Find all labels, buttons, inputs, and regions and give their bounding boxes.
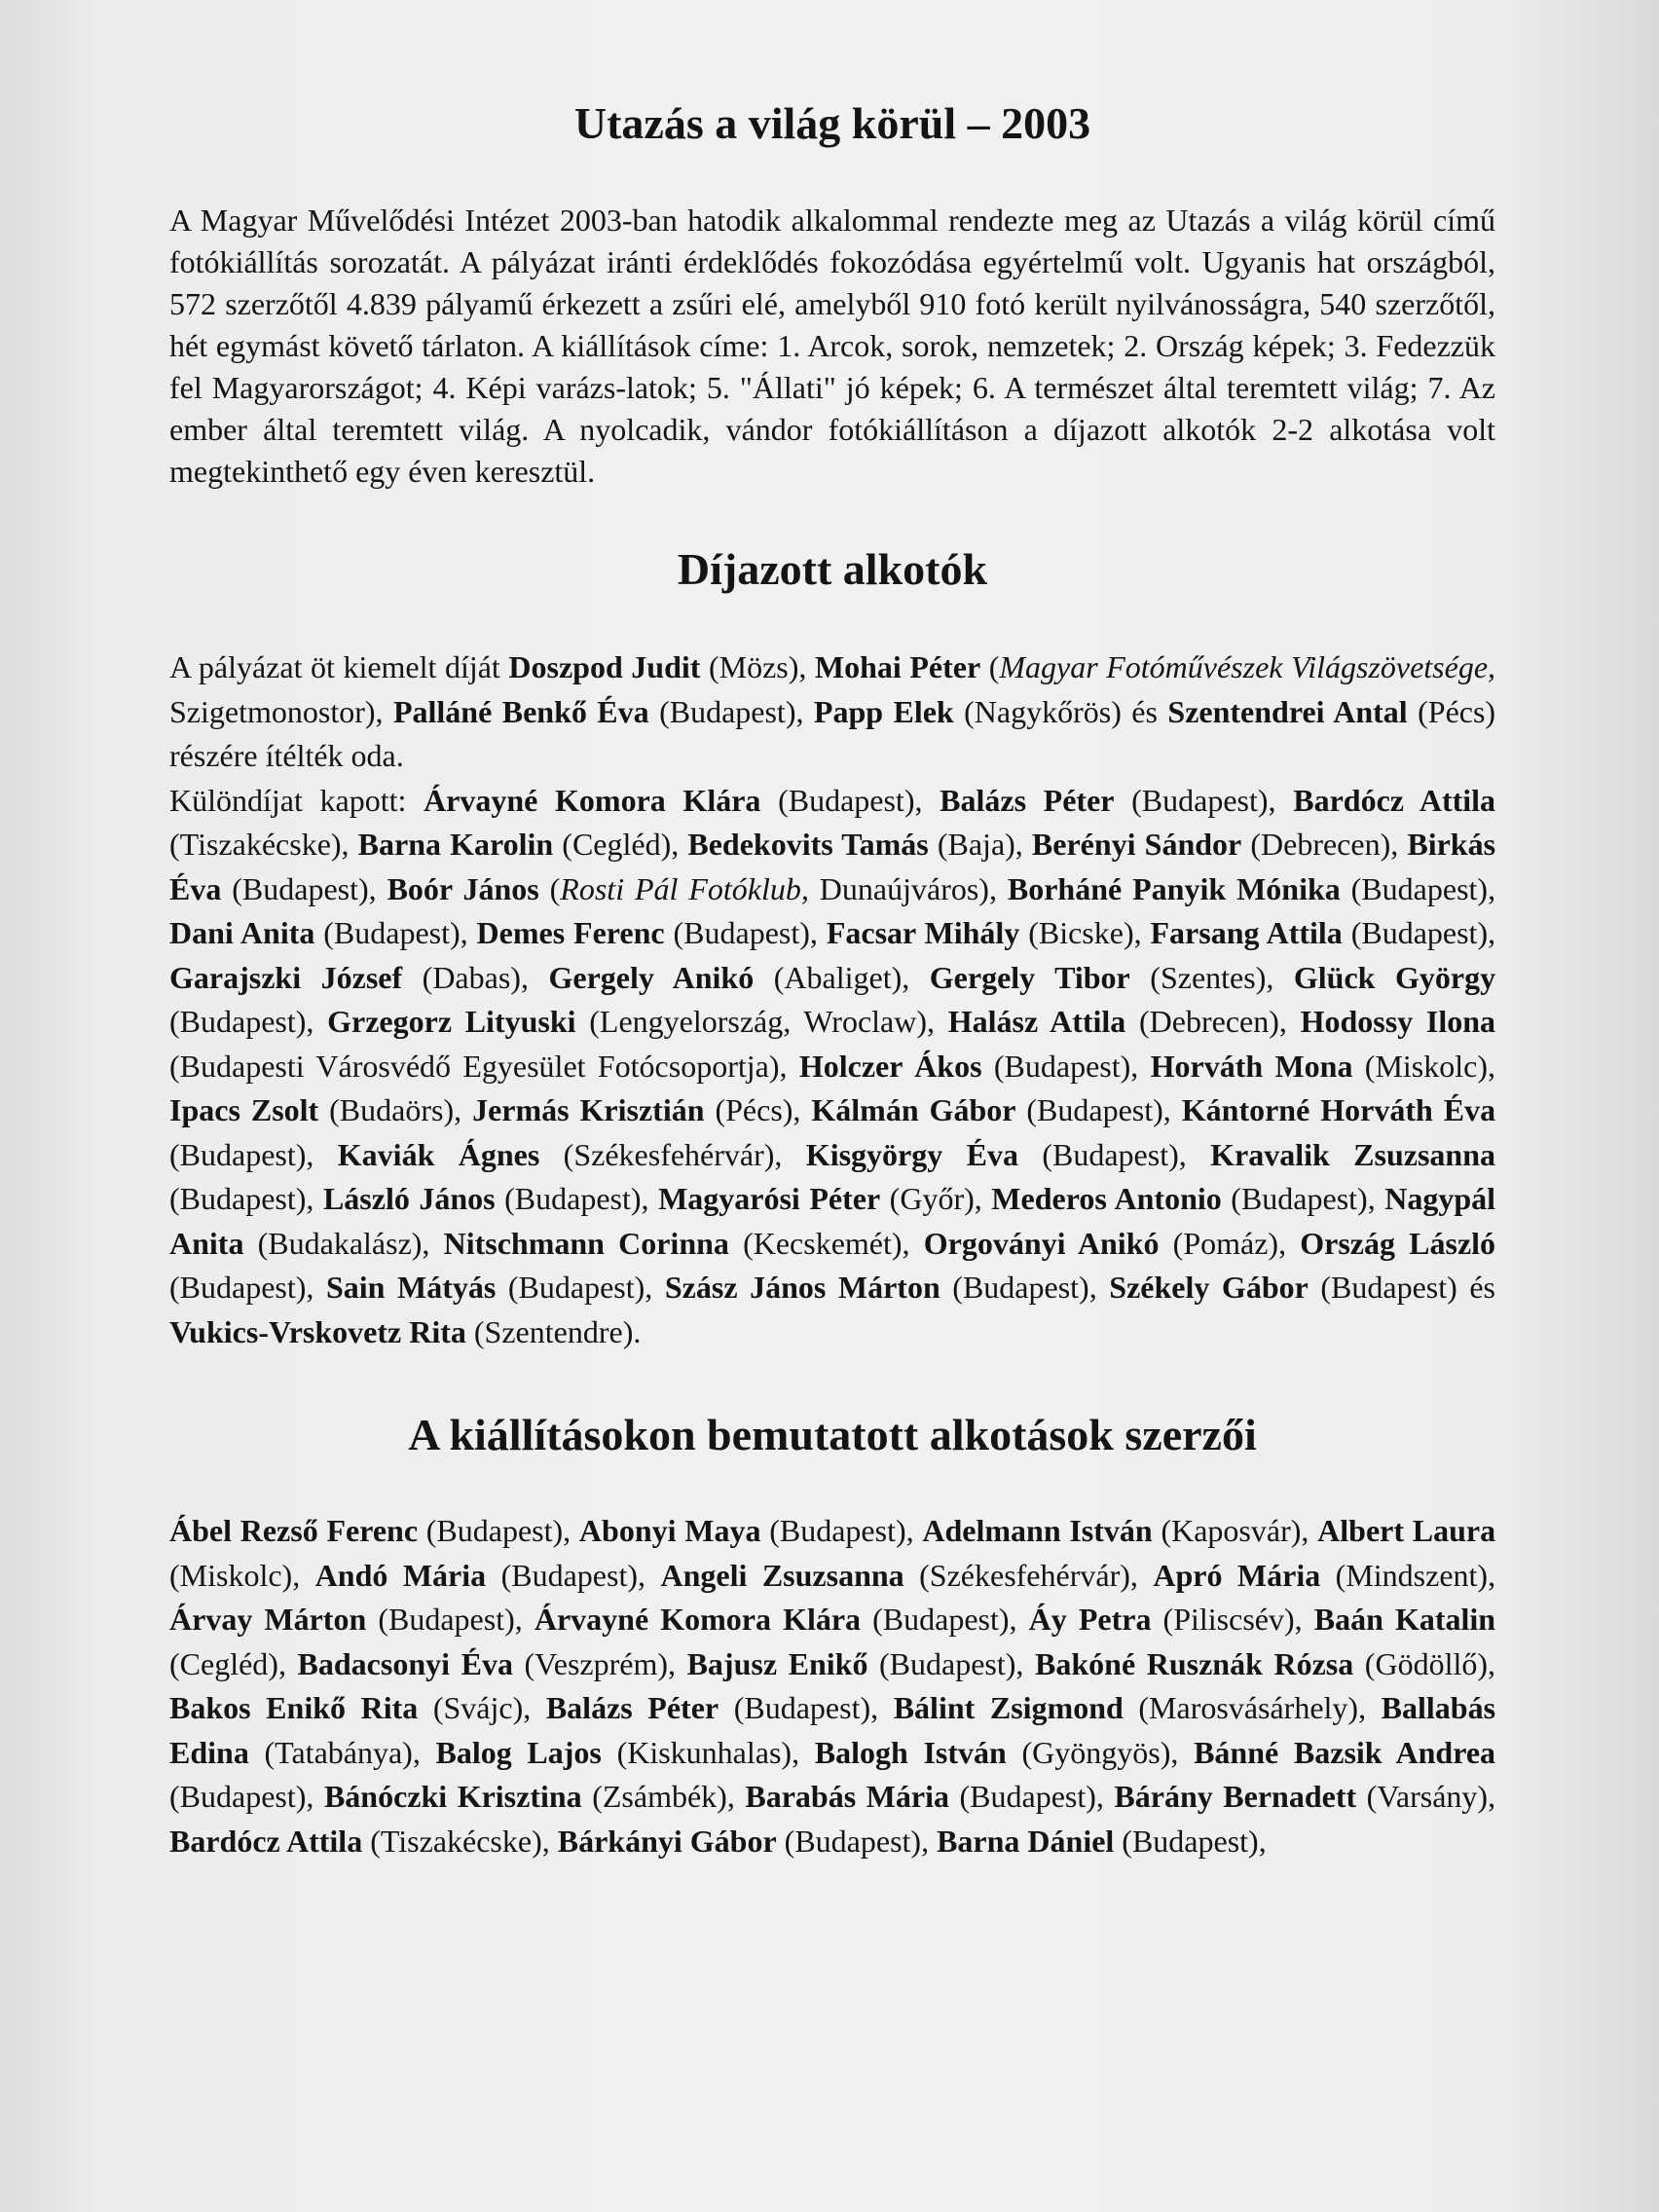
text-run: (Budapest) és	[1308, 1270, 1496, 1305]
person-name: Bálint Zsigmond	[893, 1690, 1124, 1725]
text-run: (Nagykőrös) és	[953, 693, 1168, 729]
text-run: (Tiszakécske),	[362, 1823, 558, 1859]
person-name: Hodossy Ilona	[1300, 1004, 1496, 1039]
person-name: Bakóné Rusznák Rózsa	[1035, 1645, 1354, 1681]
person-name: Palláné Benkő Éva	[392, 693, 649, 729]
text-run: (Budapest),	[495, 1181, 659, 1216]
person-name: Adelmann István	[922, 1513, 1153, 1548]
text-run: (Miskolc),	[1352, 1048, 1495, 1084]
awards-heading: Díjazott alkotók	[677, 544, 988, 594]
text-run: (Tiszakécske),	[169, 827, 358, 862]
person-name: Garajszki József	[169, 959, 403, 995]
person-name: Bedekovits Tamás	[687, 827, 929, 862]
text-run: (Budapest),	[1114, 1823, 1267, 1859]
authors-paragraph	[169, 1509, 1495, 1863]
person-name: Farsang Attila	[1150, 915, 1343, 950]
person-name: Ballabás Edina	[169, 1690, 1496, 1770]
person-name: Orgoványi Anikó	[923, 1225, 1160, 1261]
text-run: (Mözs),	[700, 649, 815, 684]
person-name: Mederos Antonio	[991, 1181, 1222, 1216]
person-name: Árvayné Komora Klára	[534, 1602, 862, 1637]
text-run: (Pécs),	[704, 1092, 812, 1127]
text-run: (Budapest),	[169, 1004, 328, 1039]
text-run: (Budapest),	[314, 915, 477, 950]
text-run: (Budapest),	[664, 915, 827, 950]
text-run: (Budapest),	[1017, 1136, 1211, 1172]
text-run: (Budapest),	[760, 782, 940, 818]
person-name: Bardócz Attila	[169, 1823, 363, 1859]
text-run: (Budapest),	[169, 1779, 324, 1814]
person-name: Árvay Márton	[169, 1602, 367, 1637]
text-run: Különdíjat kapott:	[169, 782, 424, 818]
text-run: (Szentes),	[1129, 959, 1294, 995]
person-name: Barna Dániel	[937, 1823, 1115, 1859]
person-name: Bajusz Enikő	[686, 1645, 868, 1681]
person-name: Andó Mária	[314, 1557, 487, 1593]
text-run: (Budapest),	[760, 1513, 923, 1548]
person-name: Bakos Enikő Rita	[169, 1690, 419, 1725]
text-run: (Gyöngyös),	[1006, 1734, 1195, 1770]
intro-paragraph: A Magyar Művelődési Intézet 2003-ban hatodik alkalommal rendezte meg az Utazás a világ körül című fotókiállítás sorozatát. A pályázat iránti érdeklődés fokozódása egyértelmű volt. Ugyanis hat országból, 572 szerzőtől 4.839 pályamű érkezett a zsűri elé, amelyből 910 fotó került nyilvánosságra, 540 szerzőtől, hét egymást követő tárlaton. A kiállítások címe: 1. Arcok, sorok, nemzetek; 2. Ország képek; 3. Fedezzük fel Magyarországot; 4. Képi varázs-latok; 5. "Állati" jó képek; 6. A természet által teremtett világ; 7. Az ember által teremtett világ. A nyolcadik, vándor fotókiállításon a díjazott alkotók 2-2 alkotása volt megtekinthető egy éven keresztül.	[169, 203, 1495, 489]
text-run: (Budapest),	[1340, 870, 1496, 906]
person-name: Bárkányi Gábor	[557, 1823, 777, 1859]
person-name: Badacsonyi Éva	[297, 1645, 513, 1681]
person-name: László János	[322, 1181, 496, 1216]
person-name: Ipacs Zsolt	[169, 1092, 319, 1127]
text-run: (Baja),	[928, 827, 1032, 862]
text-run: (Budapest),	[1342, 915, 1496, 950]
person-name: Horváth Mona	[1150, 1048, 1353, 1084]
person-name: Papp Elek	[813, 693, 954, 729]
person-name: Kaviák Ágnes	[337, 1136, 540, 1172]
text-run: (Budapest),	[948, 1779, 1115, 1814]
text-run: (Budapest),	[719, 1690, 894, 1725]
person-name: Holczer Ákos	[798, 1048, 982, 1084]
text-run: (Kecskemét),	[728, 1225, 924, 1261]
person-name: Dani Anita	[169, 915, 315, 950]
organization-name: Magyar Fotóművészek Világszövetsége,	[999, 649, 1496, 684]
person-name: Kravalik Zsuzsanna	[1210, 1136, 1495, 1172]
person-name: Apró Mária	[1153, 1557, 1321, 1593]
text-run: (Budapest),	[1114, 782, 1294, 818]
person-name: Szász János Márton	[664, 1270, 940, 1305]
person-name: Barabás Mária	[745, 1779, 949, 1814]
text-run: (Miskolc),	[169, 1557, 315, 1593]
text-run: (Svájc),	[418, 1690, 546, 1725]
text-run: (Abaliget),	[754, 959, 930, 995]
text-run: (Budapest),	[221, 870, 387, 906]
person-name: Gergely Anikó	[548, 959, 755, 995]
text-run: Dunaújváros),	[808, 870, 1008, 906]
text-run: (Pomáz),	[1159, 1225, 1301, 1261]
text-run: (Székesfehérvár),	[903, 1557, 1154, 1593]
text-run: (Budapest),	[486, 1557, 661, 1593]
page-title: Utazás a világ körül – 2003	[573, 98, 1091, 148]
text-run: (Debrecen),	[1125, 1004, 1301, 1039]
text-run: (Debrecen),	[1241, 827, 1408, 862]
text-run: (Budapest),	[1221, 1181, 1385, 1216]
person-name: Baán Katalin	[1313, 1602, 1496, 1637]
text-run: (	[980, 649, 1000, 684]
person-name: Glück György	[1293, 959, 1496, 995]
text-run: (Tatabánya),	[248, 1734, 436, 1770]
text-run: (Budapest),	[169, 1270, 326, 1305]
text-run: (Mindszent),	[1320, 1557, 1496, 1593]
person-name: Balogh István	[814, 1734, 1007, 1770]
person-name: Sain Mátyás	[325, 1270, 497, 1305]
person-name: Magyarósi Péter	[658, 1181, 881, 1216]
text-run: (Marosvásárhely),	[1123, 1690, 1382, 1725]
text-run: (Zsámbék),	[581, 1779, 746, 1814]
text-run: (Varsány),	[1356, 1779, 1496, 1814]
text-run: (Pécs) részére ítélték oda.	[169, 693, 1496, 773]
text-run: (Budapest),	[496, 1270, 665, 1305]
person-name: Vukics-Vrskovetz Rita	[169, 1313, 466, 1349]
person-name: Ország László	[1300, 1225, 1496, 1261]
person-name: Angeli Zsuzsanna	[660, 1557, 904, 1593]
person-name: Balázs Péter	[940, 782, 1115, 818]
text-run: (Budapest),	[366, 1602, 535, 1637]
person-name: Mohai Péter	[814, 649, 981, 684]
text-run: (Budapest),	[418, 1513, 579, 1548]
text-run: (	[538, 870, 561, 906]
person-name: Bárány Bernadett	[1114, 1779, 1357, 1814]
text-run: (Cegléd),	[169, 1645, 298, 1681]
text-run: (Budakalász),	[243, 1225, 444, 1261]
person-name: Demes Ferenc	[476, 915, 665, 950]
person-name: Boór János	[387, 870, 539, 906]
authors-heading: A kiállításokon bemutatott alkotások szerzői	[408, 1410, 1257, 1459]
person-name: Nitschmann Corinna	[443, 1225, 729, 1261]
text-run: (Dabas),	[402, 959, 549, 995]
person-name: Jermás Krisztián	[472, 1092, 705, 1127]
text-run: Szigetmonostor),	[169, 693, 393, 729]
text-run: (Győr),	[880, 1181, 992, 1216]
person-name: Halász Attila	[947, 1004, 1126, 1039]
text-run: (Budapest),	[776, 1823, 938, 1859]
person-name: Doszpod Judit	[508, 649, 701, 684]
person-name: Nagypál Anita	[169, 1181, 1496, 1261]
text-run: (Kaposvár),	[1152, 1513, 1318, 1548]
text-run: (Budapest),	[861, 1602, 1029, 1637]
person-name: Árvayné Komora Klára	[424, 782, 761, 818]
person-name: Bardócz Attila	[1293, 782, 1496, 818]
person-name: Székely Gábor	[1109, 1270, 1309, 1305]
person-name: Kálmán Gábor	[811, 1092, 1016, 1127]
text-run: (Budapest),	[648, 693, 814, 729]
text-run: (Budapest),	[940, 1270, 1110, 1305]
text-run: (Szentendre).	[465, 1313, 642, 1349]
person-name: Bánóczki Krisztina	[323, 1779, 582, 1814]
text-run: (Budaörs),	[318, 1092, 473, 1127]
text-run: (Budapest),	[867, 1645, 1035, 1681]
special-prize-paragraph	[169, 779, 1495, 1355]
person-name: Gergely Tibor	[929, 959, 1130, 995]
person-name: Barna Karolin	[357, 827, 554, 862]
person-name: Kisgyörgy Éva	[805, 1136, 1018, 1172]
person-name: Borháné Panyik Mónika	[1007, 870, 1341, 906]
person-name: Balog Lajos	[435, 1734, 602, 1770]
text-run: (Budapesti Városvédő Egyesület Fotócsoportja),	[169, 1048, 799, 1084]
organization-name: Rosti Pál Fotóklub,	[560, 870, 809, 906]
text-run: (Veszprém),	[512, 1645, 687, 1681]
person-name: Facsar Mihály	[826, 915, 1020, 950]
person-name: Áy Petra	[1028, 1602, 1152, 1637]
person-name: Grzegorz Lityuski	[327, 1004, 576, 1039]
text-run: (Bicske),	[1019, 915, 1151, 950]
text-run: (Gödöllő),	[1353, 1645, 1495, 1681]
person-name: Albert Laura	[1317, 1513, 1496, 1548]
text-run: (Piliscsév),	[1151, 1602, 1314, 1637]
text-run: (Budapest),	[981, 1048, 1151, 1084]
person-name: Bánné Bazsik Andrea	[1194, 1734, 1496, 1770]
person-name: Abonyi Maya	[578, 1513, 761, 1548]
text-run: (Budapest),	[1015, 1092, 1182, 1127]
text-run: (Lengyelország, Wroclaw),	[575, 1004, 948, 1039]
person-name: Birkás Éva	[169, 827, 1496, 906]
text-run: (Cegléd),	[553, 827, 688, 862]
person-name: Ábel Rezső Ferenc	[169, 1513, 419, 1548]
text-run: (Budapest),	[169, 1136, 338, 1172]
text-run: (Budapest),	[169, 1181, 323, 1216]
person-name: Szentendrei Antal	[1167, 693, 1408, 729]
person-name: Balázs Péter	[545, 1690, 719, 1725]
text-run: (Székesfehérvár),	[539, 1136, 806, 1172]
person-name: Berényi Sándor	[1031, 827, 1242, 862]
text-run: A pályázat öt kiemelt díját	[169, 649, 509, 684]
person-name: Kántorné Horváth Éva	[1181, 1092, 1496, 1127]
awards-intro-paragraph	[169, 645, 1495, 779]
text-run: (Kiskunhalas),	[601, 1734, 815, 1770]
